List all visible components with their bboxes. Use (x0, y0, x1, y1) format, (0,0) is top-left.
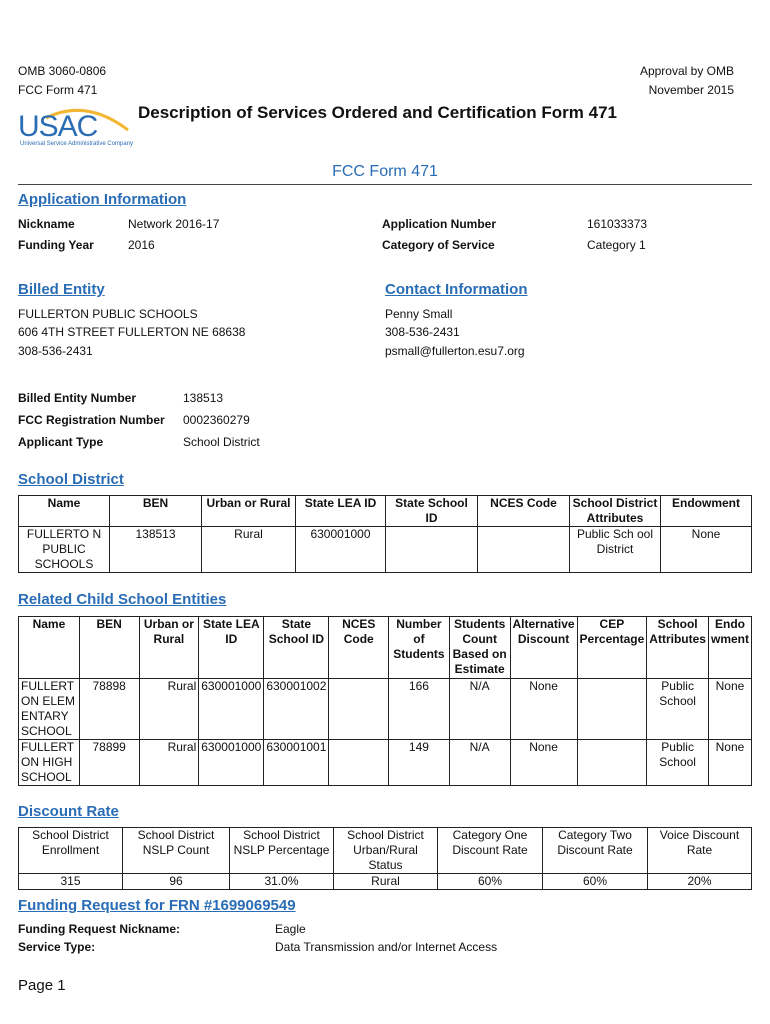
col-state-school-id: State School ID (264, 617, 329, 679)
cell-students-estimate: N/A (449, 679, 510, 740)
cell-cep-percentage (577, 679, 647, 740)
billed-entity-phone: 308-536-2431 (18, 344, 93, 358)
table-row (19, 874, 752, 890)
page-number: Page 1 (18, 977, 66, 994)
col-alternative-discount: Alternative Discount (510, 617, 577, 679)
col-nces-code: NCES Code (478, 496, 570, 527)
col-nces-code: NCES Code (329, 617, 389, 679)
section-application-information: Application Information (18, 191, 187, 208)
col-name: Name (19, 496, 110, 527)
category-label: Category of Service (382, 238, 495, 252)
cell-name: FULLERTO N PUBLIC SCHOOLS (19, 527, 110, 573)
service-type-value: Data Transmission and/or Internet Access (275, 940, 498, 954)
cell-name: FULLERT ON ELEM ENTARY SCHOOL (19, 679, 80, 740)
section-billed-entity: Billed Entity (18, 281, 105, 298)
cell-state-school-id (386, 527, 478, 573)
col-urban-rural-status: School District Urban/Rural Status (334, 828, 438, 874)
cell-nces-code (478, 527, 570, 573)
cell-cep-percentage (577, 740, 647, 786)
nickname-value: Network 2016-17 (128, 217, 220, 231)
col-category-two-rate: Category Two Discount Rate (543, 828, 648, 874)
usac-logo (16, 100, 136, 150)
col-cep-percentage: CEP Percentage (577, 617, 647, 679)
cell-school-attributes: Public School (647, 740, 709, 786)
cell-urban-rural: Rural (139, 679, 199, 740)
ben-value: 138513 (183, 391, 224, 405)
form-number: FCC Form 471 (18, 83, 98, 97)
cell-state-school-id: 630001002 (264, 679, 329, 740)
cell-attributes: Public Sch ool District (570, 527, 661, 573)
nickname-label: Nickname (18, 217, 75, 231)
cell-enrollment: 315 (19, 874, 123, 890)
cell-urban-rural: Rural (202, 527, 296, 573)
col-nslp-count: School District NSLP Count (123, 828, 230, 874)
billed-entity-name: FULLERTON PUBLIC SCHOOLS (18, 307, 198, 321)
col-school-attributes: School Attributes (647, 617, 709, 679)
col-attributes: School District Attributes (570, 496, 661, 527)
service-type-label: Service Type: (18, 940, 96, 954)
section-discount-rate: Discount Rate (18, 803, 119, 820)
school-district-table (18, 495, 752, 573)
section-contact-information: Contact Information (385, 281, 528, 298)
cell-number-of-students: 149 (389, 740, 450, 786)
col-ben: BEN (79, 617, 139, 679)
col-state-lea-id: State LEA ID (296, 496, 386, 527)
cell-state-school-id: 630001001 (264, 740, 329, 786)
cell-ben: 78899 (79, 740, 139, 786)
cell-endowment: None (708, 740, 751, 786)
col-urban-rural: Urban or Rural (202, 496, 296, 527)
app-number-value: 161033373 (587, 217, 648, 231)
cell-school-attributes: Public School (647, 679, 709, 740)
fcc-registration-label: FCC Registration Number (18, 413, 165, 427)
cell-endowment: None (661, 527, 752, 573)
cell-students-estimate: N/A (449, 740, 510, 786)
col-category-one-rate: Category One Discount Rate (438, 828, 543, 874)
cell-nces-code (329, 740, 389, 786)
cell-category-two-rate: 60% (543, 874, 648, 890)
related-entities-table (18, 616, 752, 786)
contact-phone: 308-536-2431 (385, 325, 460, 339)
cell-alternative-discount: None (510, 740, 577, 786)
cell-state-lea-id: 630001000 (199, 740, 264, 786)
contact-name: Penny Small (385, 307, 453, 321)
cell-ben: 138513 (110, 527, 202, 573)
table-header-row (19, 828, 752, 874)
contact-email: psmall@fullerton.esu7.org (385, 344, 525, 358)
applicant-type-label: Applicant Type (18, 435, 104, 449)
col-number-of-students: Number of Students (389, 617, 450, 679)
funding-year-value: 2016 (128, 238, 155, 252)
logo-text: USAC (18, 110, 98, 143)
section-funding-request: Funding Request for FRN #1699069549 (18, 897, 296, 914)
table-header-row (19, 496, 752, 527)
table-header-row (19, 617, 752, 679)
fcc-registration-value: 0002360279 (183, 413, 250, 427)
cell-state-lea-id: 630001000 (296, 527, 386, 573)
applicant-type-value: School District (183, 435, 260, 449)
cell-alternative-discount: None (510, 679, 577, 740)
col-nslp-percentage: School District NSLP Percentage (230, 828, 334, 874)
cell-name: FULLERT ON HIGH SCHOOL (19, 740, 80, 786)
col-endowment: Endo wment (708, 617, 751, 679)
col-ben: BEN (110, 496, 202, 527)
table-row (19, 740, 752, 786)
cell-urban-rural-status: Rural (334, 874, 438, 890)
logo-subtext: Universal Service Administrative Company (20, 141, 134, 147)
discount-rate-table (18, 827, 752, 890)
col-state-lea-id: State LEA ID (199, 617, 264, 679)
cell-voice-rate: 20% (648, 874, 752, 890)
funding-nickname-label: Funding Request Nickname: (18, 922, 181, 936)
approval-date: November 2015 (648, 83, 734, 97)
col-urban-rural: Urban or Rural (139, 617, 199, 679)
col-enrollment: School District Enrollment (19, 828, 123, 874)
col-name: Name (19, 617, 80, 679)
section-related-child-entities: Related Child School Entities (18, 591, 227, 608)
funding-nickname-value: Eagle (275, 922, 306, 936)
col-voice-rate: Voice Discount Rate (648, 828, 752, 874)
funding-year-label: Funding Year (18, 238, 94, 252)
cell-nslp-count: 96 (123, 874, 230, 890)
cell-endowment: None (708, 679, 751, 740)
approval-label: Approval by OMB (639, 64, 734, 78)
table-row (19, 527, 752, 573)
form-title: FCC Form 471 (332, 163, 438, 180)
section-school-district: School District (18, 471, 124, 488)
app-number-label: Application Number (382, 217, 497, 231)
title-divider (18, 184, 752, 185)
cell-nces-code (329, 679, 389, 740)
cell-nslp-percentage: 31.0% (230, 874, 334, 890)
cell-ben: 78898 (79, 679, 139, 740)
cell-number-of-students: 166 (389, 679, 450, 740)
page-title: Description of Services Ordered and Certification Form 471 (138, 103, 617, 122)
billed-entity-address: 606 4TH STREET FULLERTON NE 68638 (18, 325, 246, 339)
col-state-school-id: State School ID (386, 496, 478, 527)
cell-urban-rural: Rural (139, 740, 199, 786)
table-row (19, 679, 752, 740)
col-students-count-estimate: Students Count Based on Estimate (449, 617, 510, 679)
cell-category-one-rate: 60% (438, 874, 543, 890)
ben-label: Billed Entity Number (18, 391, 137, 405)
omb-number: OMB 3060-0806 (18, 64, 107, 78)
col-endowment: Endowment (661, 496, 752, 527)
category-value: Category 1 (587, 238, 646, 252)
cell-state-lea-id: 630001000 (199, 679, 264, 740)
